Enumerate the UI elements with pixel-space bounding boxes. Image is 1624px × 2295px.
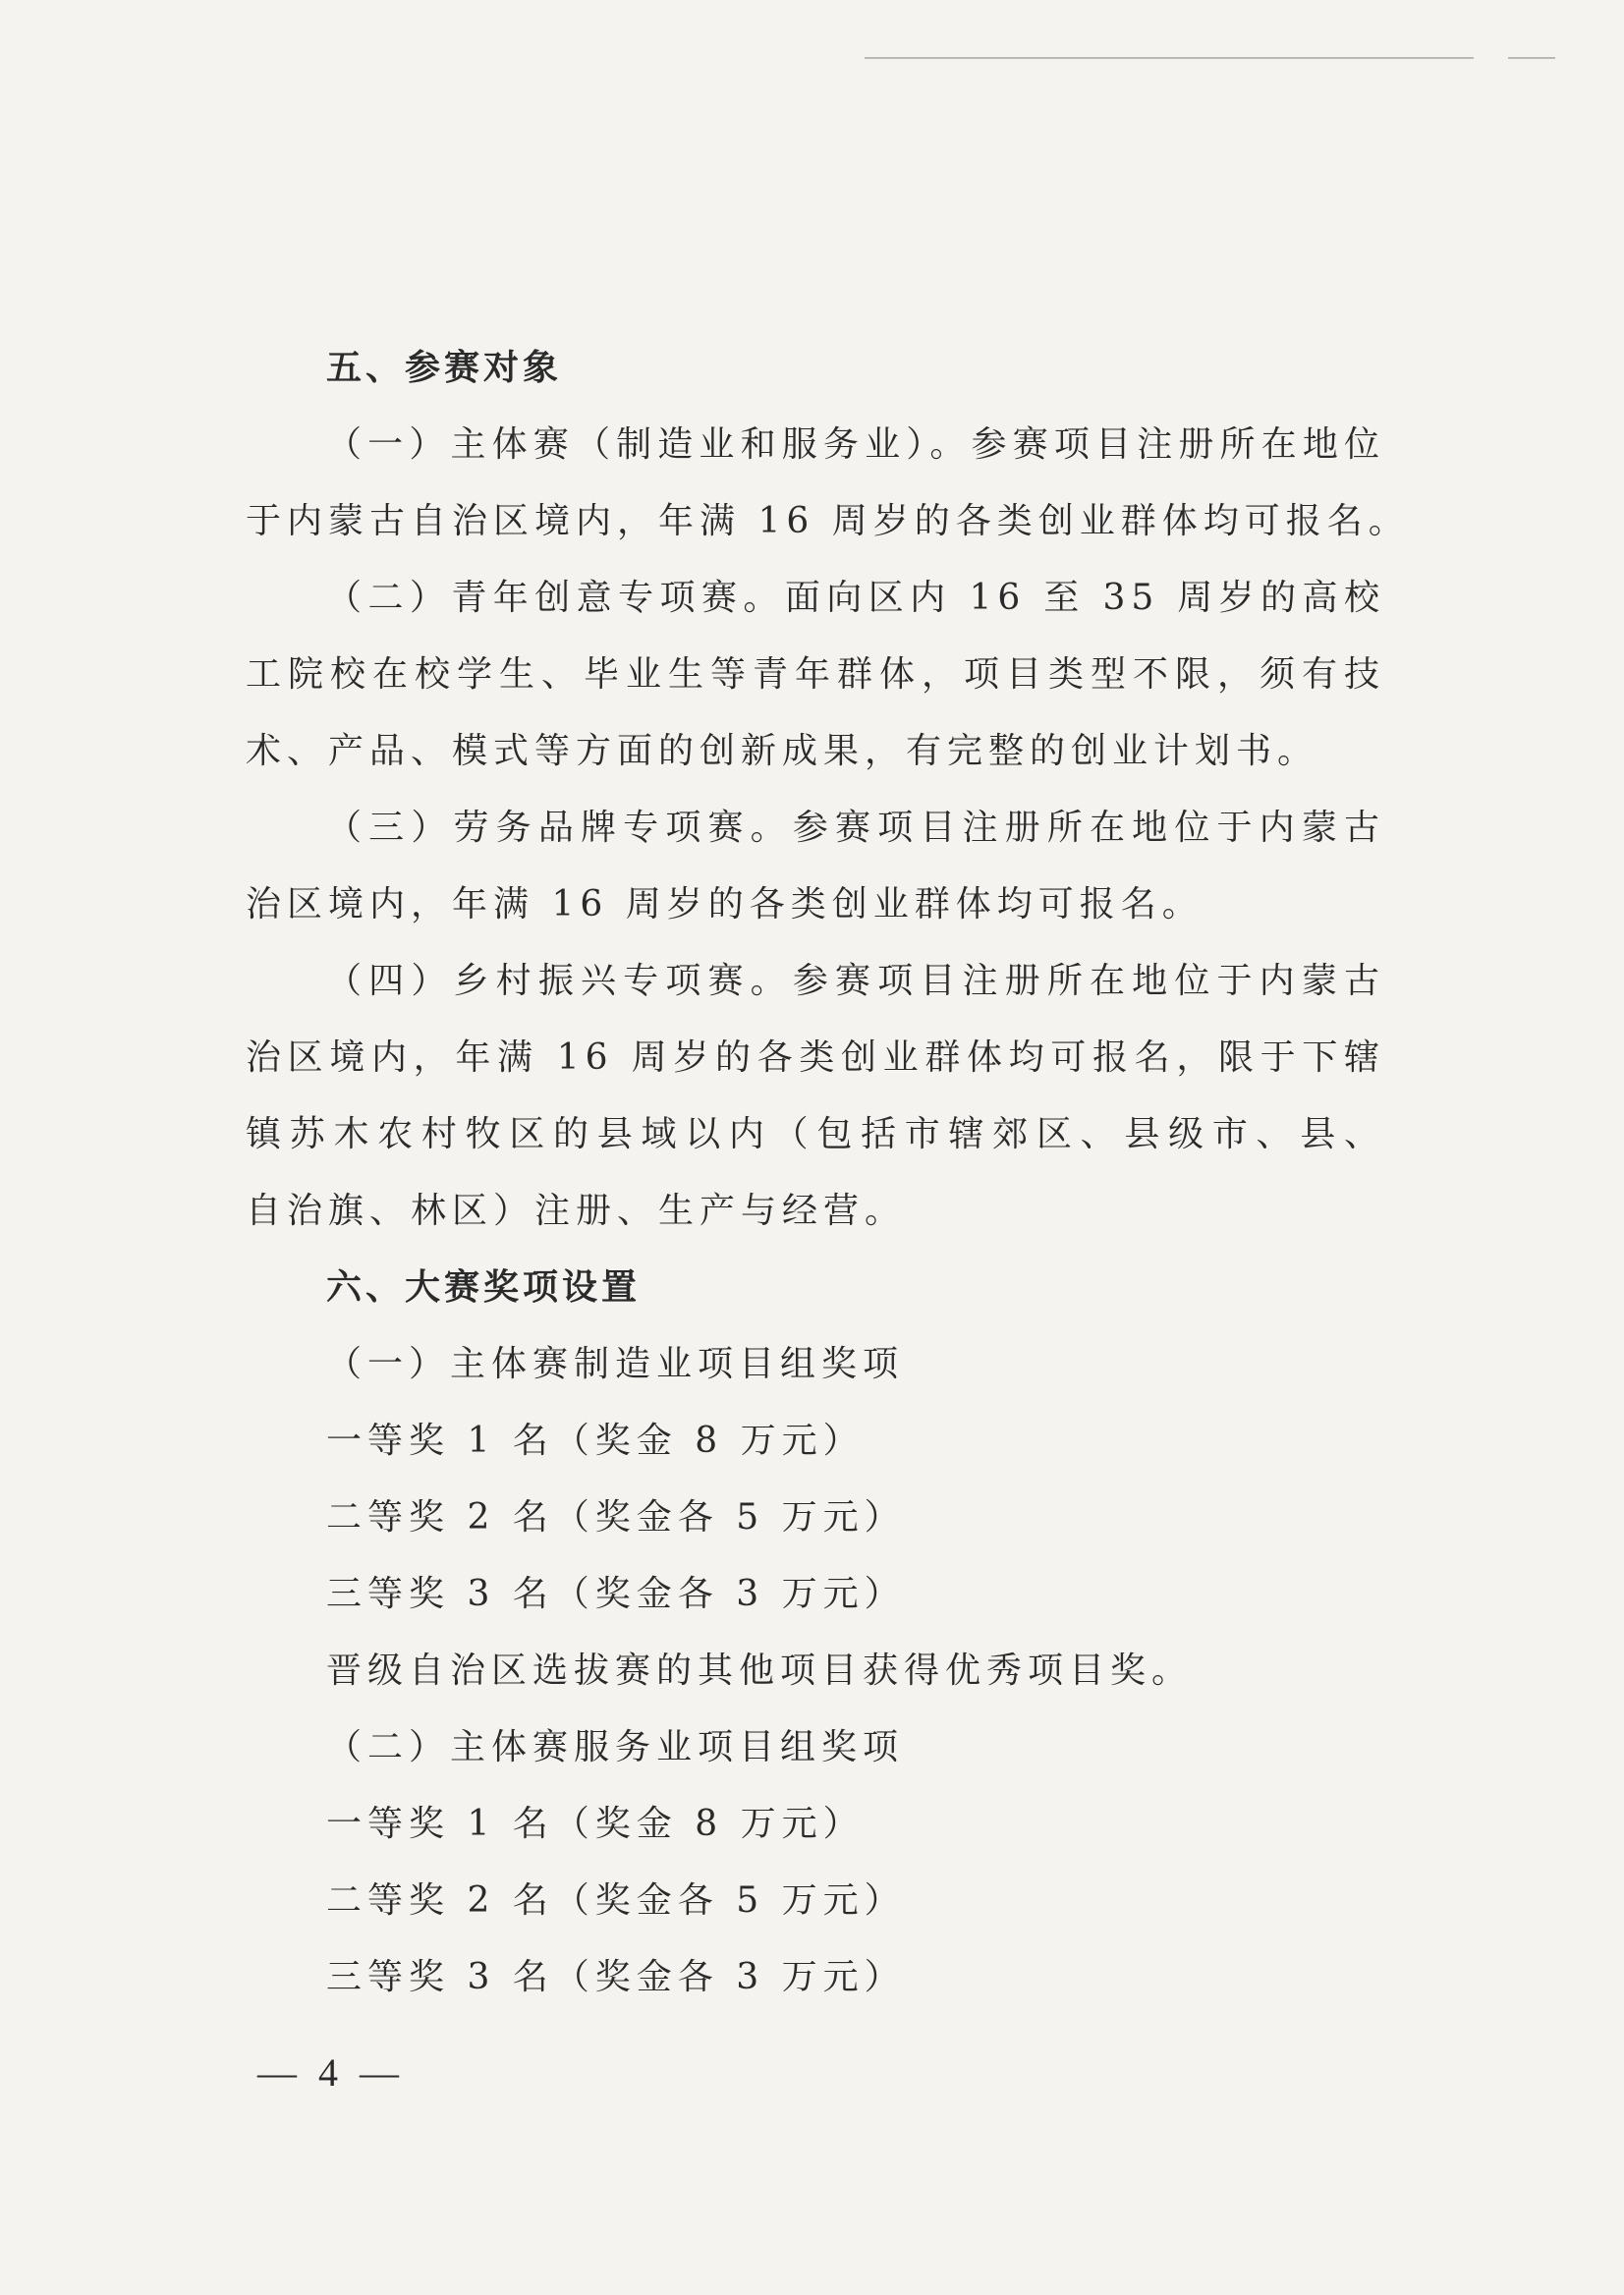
text-line: 一等奖 1 名（奖金 8 万元）	[326, 1804, 865, 1844]
text-line: 二等奖 2 名（奖金各 5 万元）	[326, 1497, 906, 1538]
text-line: （一）主体赛制造业项目组奖项	[326, 1344, 905, 1384]
section-heading-awards: 六、大赛奖项设置	[326, 1267, 642, 1308]
text-line: 镇苏木农村牧区的县域以内（包括市辖郊区、县级市、县、	[246, 1114, 1385, 1154]
text-line: （二）主体赛服务业项目组奖项	[326, 1727, 905, 1767]
text-line: 治区境内，年满 16 周岁的各类创业群体均可报名。	[246, 884, 1204, 924]
text-line: 术、产品、模式等方面的创新成果，有完整的创业计划书。	[246, 731, 1319, 771]
text-line: 一等奖 1 名（奖金 8 万元）	[326, 1421, 865, 1461]
text-line: 晋级自治区选拔赛的其他项目获得优秀项目奖。	[326, 1651, 1194, 1691]
text-line: 于内蒙古自治区境内，年满 16 周岁的各类创业群体均可报名。	[246, 501, 1410, 541]
text-line: 治区境内，年满 16 周岁的各类创业群体均可报名，限于下辖	[246, 1037, 1385, 1078]
text-line: 三等奖 3 名（奖金各 3 万元）	[326, 1574, 906, 1614]
document-body	[246, 330, 1410, 2016]
text-line: 自治旗、林区）注册、生产与经营。	[246, 1191, 907, 1231]
text-line: （一）主体赛（制造业和服务业）。参赛项目注册所在地位	[326, 424, 1385, 465]
section-heading-participants: 五、参赛对象	[326, 348, 563, 388]
page-number: — 4 —	[257, 2050, 405, 2095]
text-line: 工院校在校学生、毕业生等青年群体，项目类型不限，须有技	[246, 654, 1385, 695]
text-line: （三）劳务品牌专项赛。参赛项目注册所在地位于内蒙古	[326, 808, 1385, 848]
top-rule	[865, 57, 1474, 59]
text-line: （二）青年创意专项赛。面向区内 16 至 35 周岁的高校	[326, 578, 1385, 618]
text-line: 二等奖 2 名（奖金各 5 万元）	[326, 1880, 906, 1921]
top-rule-short	[1508, 57, 1555, 59]
text-line: 三等奖 3 名（奖金各 3 万元）	[326, 1957, 906, 1997]
text-line: （四）乡村振兴专项赛。参赛项目注册所在地位于内蒙古	[326, 961, 1385, 1001]
